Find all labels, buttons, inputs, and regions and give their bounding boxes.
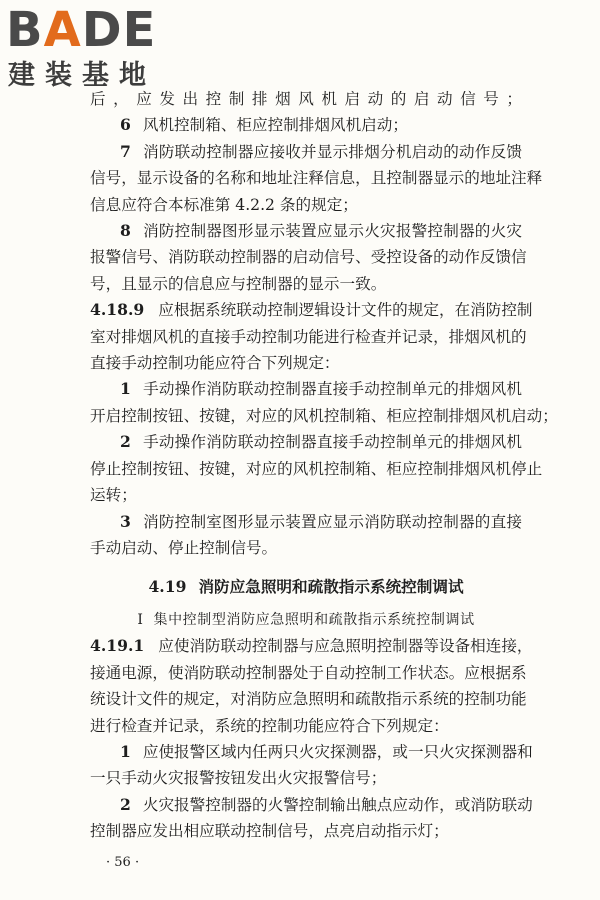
list-item-3 xyxy=(90,509,522,535)
list-item-8 xyxy=(90,218,522,244)
heading-number: 4.19 xyxy=(148,577,187,597)
list-item-2b xyxy=(90,792,533,818)
text-line: 接通电源，使消防联动控制器处于自动控制工作状态。应根据系 xyxy=(90,663,527,682)
watermark-brand-a: A xyxy=(43,2,82,58)
clause-number: 4.18.9 xyxy=(90,300,145,320)
text-line: 开启控制按钮、按键，对应的风机控制箱、柜应控制排烟风机启动； xyxy=(90,406,558,425)
item-number: 3 xyxy=(120,511,131,531)
item-number: 8 xyxy=(120,221,131,241)
text-line: 信息应符合本标准第 4.2.2 条的规定； xyxy=(90,195,358,214)
text-line: 号，且显示的信息应与控制器的显示一致。 xyxy=(90,274,387,293)
text-line: 停止控制按钮、按键，对应的风机控制箱、柜应控制排烟风机停止 xyxy=(90,459,543,478)
text-line: 报警信号、消防联动控制器的启动信号、受控设备的动作反馈信 xyxy=(90,248,527,267)
subsection-title: 集中控制型消防应急照明和疏散指示系统控制调试 xyxy=(153,612,475,629)
item-number: 7 xyxy=(120,141,131,161)
item-text: 火灾报警控制器的火警控制输出触点应动作，或消防联动 xyxy=(142,795,533,814)
text-line: 后，应发出控制排烟风机启动的启动信号； xyxy=(90,90,522,108)
text-line: 手动启动、停止控制信号。 xyxy=(90,538,278,557)
list-item-6 xyxy=(90,112,522,138)
watermark-brand-de: DE xyxy=(81,2,157,58)
text-line: 直接手动控制功能应符合下列规定： xyxy=(90,354,340,373)
item-text: 消防控制室图形显示装置应显示消防联动控制器的直接 xyxy=(142,512,522,531)
text-line: 信号，显示设备的名称和地址注释信息，且控制器显示的地址注释 xyxy=(90,169,543,188)
list-item-2 xyxy=(90,429,522,455)
list-item-7 xyxy=(90,139,522,165)
text-line: 运转； xyxy=(90,486,137,505)
text-line: 统设计文件的规定，对消防应急照明和疏散指示系统的控制功能 xyxy=(90,690,527,709)
text-line: 进行检查并记录，系统的控制功能应符合下列规定： xyxy=(90,716,449,735)
item-text: 应使报警区域内任两只火灾探测器，或一只火灾探测器和 xyxy=(142,742,533,761)
subsection-roman-numeral: Ⅰ xyxy=(137,612,144,629)
clause-4-18-9 xyxy=(90,297,533,323)
watermark-brand-b: B xyxy=(6,2,44,58)
page-number: · 56 · xyxy=(106,854,140,870)
clause-4-19-1 xyxy=(90,633,533,659)
item-number: 1 xyxy=(120,379,131,399)
item-text: 手动操作消防联动控制器直接手动控制单元的排烟风机 xyxy=(142,380,522,399)
text-line: 控制器应发出相应联动控制信号，点亮启动指示灯； xyxy=(90,822,449,841)
clause-text: 应使消防联动控制器与应急照明控制器等设备相连接， xyxy=(158,637,533,656)
text-line: 室对排烟风机的直接手动控制功能进行检查并记录，排烟风机的 xyxy=(90,327,527,346)
item-text: 消防控制器图形显示装置应显示火灾报警控制器的火灾 xyxy=(142,222,522,241)
item-number: 6 xyxy=(120,115,131,135)
list-item-1b xyxy=(90,739,533,765)
item-text: 风机控制箱、柜应控制排烟风机启动； xyxy=(142,116,408,135)
item-text: 消防联动控制器应接收并显示排烟分机启动的动作反馈 xyxy=(142,142,522,161)
item-number: 1 xyxy=(120,741,131,761)
text-line: 一只手动火灾报警按钮发出火灾报警信号； xyxy=(90,769,387,788)
clause-number: 4.19.1 xyxy=(90,636,145,656)
subsection-heading xyxy=(90,607,522,633)
document-page xyxy=(90,86,558,873)
list-item-1 xyxy=(90,376,522,402)
section-heading-4-19 xyxy=(90,573,522,601)
watermark-brand xyxy=(6,4,156,56)
watermark-subtitle: 建装基地 xyxy=(8,60,156,91)
clause-text: 应根据系统联动控制逻辑设计文件的规定，在消防控制 xyxy=(158,301,533,320)
bade-watermark-logo xyxy=(6,4,176,94)
heading-title: 消防应急照明和疏散指示系统控制调试 xyxy=(198,577,464,597)
item-text: 手动操作消防联动控制器直接手动控制单元的排烟风机 xyxy=(142,433,522,452)
item-number: 2 xyxy=(120,794,131,814)
item-number: 2 xyxy=(120,432,131,452)
